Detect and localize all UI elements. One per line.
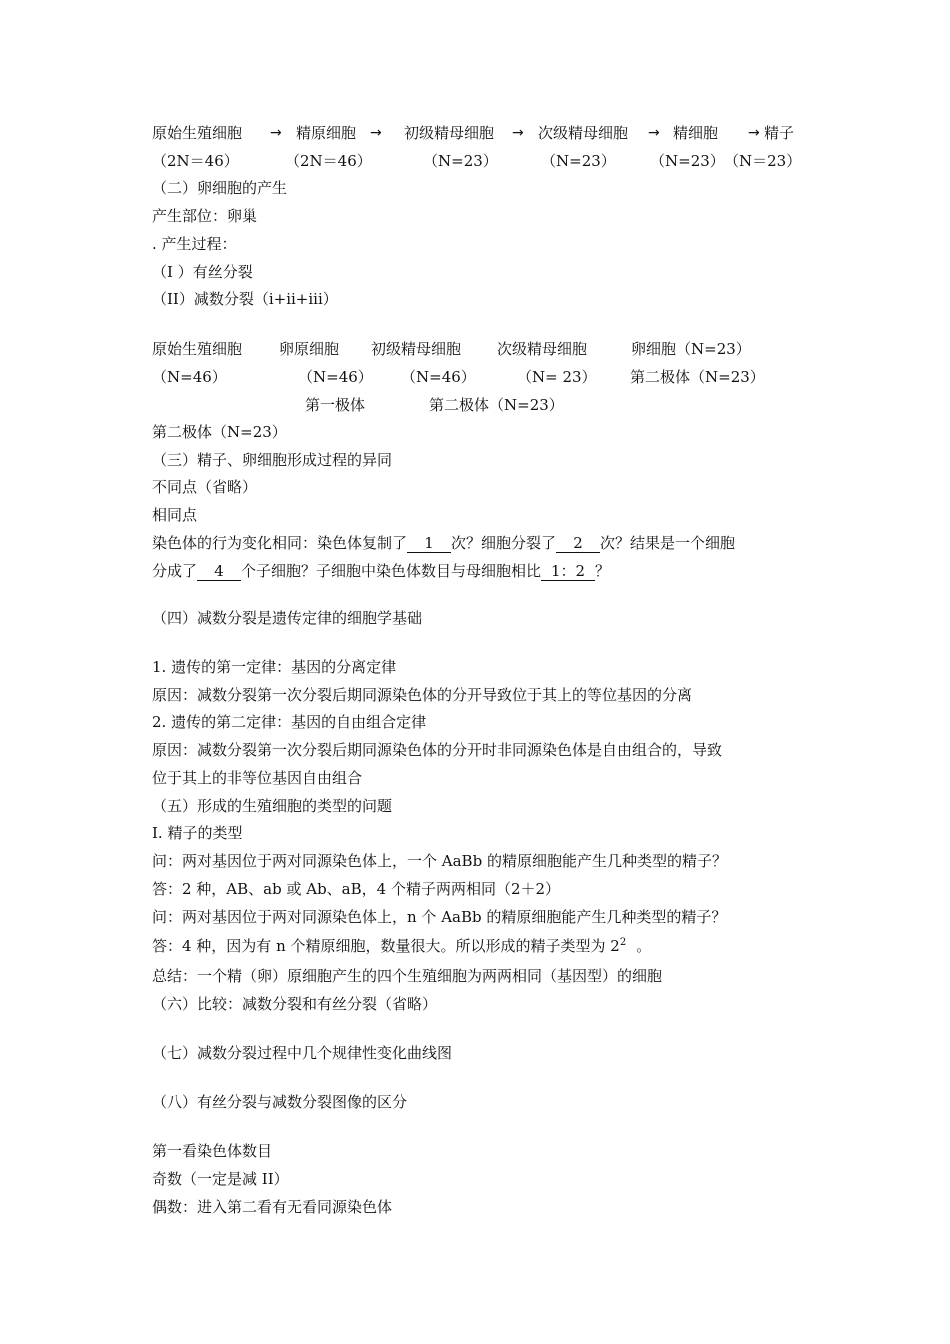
- text-run: 。: [636, 937, 652, 955]
- arrow-icon: →: [370, 125, 382, 141]
- text-run: 分成了: [152, 562, 198, 580]
- second-polar-body: 第二极体（N=23）: [429, 396, 564, 414]
- text-line: 总结：一个精（卵）原细胞产生的四个生殖细胞为两两相同（基因型）的细胞: [152, 967, 663, 985]
- section-heading: （三）精子、卵细胞形成过程的异同: [152, 451, 393, 469]
- sperm-count-3: （N=23）: [423, 152, 498, 170]
- fill-blank-line-2: [152, 561, 610, 581]
- section-heading: （七）减数分裂过程中几个规律性变化曲线图: [152, 1044, 453, 1062]
- text-run: 次？结果是一个细胞: [600, 534, 736, 552]
- text-line: 不同点（省略）: [152, 478, 258, 496]
- text-line: 原因：减数分裂第一次分裂后期同源染色体的分开时非同源染色体是自由组合的，导致: [152, 741, 723, 759]
- blank-answer: 4: [197, 562, 241, 581]
- text-line: 答：2 种，AB、ab 或 Ab、aB，4 个精子两两相同（2＋2）: [152, 880, 561, 898]
- text-line: 1. 遗传的第一定律：基因的分离定律: [152, 658, 397, 676]
- text-line: （I ）有丝分裂: [152, 263, 253, 281]
- text-run: 次？细胞分裂了: [451, 534, 557, 552]
- egg-flow-label-4: 次级精母细胞: [497, 340, 588, 358]
- text-line: 偶数：进入第二看有无看同源染色体: [152, 1198, 393, 1216]
- section-heading: （六）比较：减数分裂和有丝分裂（省略）: [152, 995, 438, 1013]
- sperm-flow-label-1: 原始生殖细胞: [152, 124, 243, 142]
- section-heading: （四）减数分裂是遗传定律的细胞学基础: [152, 609, 423, 627]
- arrow-icon: →: [512, 125, 524, 141]
- sperm-flow-label-3: 初级精母细胞: [404, 124, 495, 142]
- text-line: 问：两对基因位于两对同源染色体上，一个 AaBb 的精原细胞能产生几种类型的精子？: [152, 852, 727, 870]
- text-line: 第一看染色体数目: [152, 1142, 273, 1160]
- sperm-flow-label-6: 精子: [764, 124, 795, 142]
- egg-flow-label-1: 原始生殖细胞: [152, 340, 243, 358]
- text-line: . 产生过程：: [152, 235, 237, 253]
- text-line: 产生部位：卵巢: [152, 207, 258, 225]
- sperm-count-2: （2N＝46）: [285, 152, 372, 170]
- section-heading: （八）有丝分裂与减数分裂图像的区分: [152, 1093, 408, 1111]
- egg-count-4: （N= 23）: [517, 368, 597, 386]
- egg-flow-label-2: 卵原细胞: [279, 340, 340, 358]
- second-polar-body: 第二极体（N=23）: [152, 423, 287, 441]
- sperm-flow-label-4: 次级精母细胞: [538, 124, 629, 142]
- exponent: 2: [619, 937, 627, 948]
- sperm-count-4: （N=23）: [541, 152, 616, 170]
- egg-flow-label-3: 初级精母细胞: [371, 340, 462, 358]
- text-line: 相同点: [152, 506, 198, 524]
- blank-answer: 1: [407, 534, 451, 553]
- egg-flow-label-5: 卵细胞（N=23）: [631, 340, 751, 358]
- arrow-icon: →: [748, 125, 760, 141]
- blank-answer: 2: [556, 534, 600, 553]
- text-run: 个子细胞？子细胞中染色体数目与母细胞相比: [241, 562, 542, 580]
- first-polar-body: 第一极体: [305, 396, 366, 414]
- text-line: （II）减数分裂（i+ii+iii）: [152, 290, 338, 308]
- egg-count-3: （N=46）: [401, 368, 476, 386]
- text-run: ？: [595, 562, 611, 580]
- sperm-flow-label-5: 精细胞: [673, 124, 719, 142]
- fill-blank-line-1: [152, 533, 735, 553]
- text-line: I. 精子的类型: [152, 824, 243, 842]
- sperm-count-5: （N=23）: [650, 152, 725, 170]
- blank-answer: 1：2: [541, 562, 595, 581]
- text-line: 原因：减数分裂第一次分裂后期同源染色体的分开导致位于其上的等位基因的分离: [152, 686, 693, 704]
- sperm-count-1: （2N＝46）: [152, 152, 239, 170]
- text-line: 问：两对基因位于两对同源染色体上，n 个 AaBb 的精原细胞能产生几种类型的精子？: [152, 908, 727, 926]
- sperm-count-6: （N＝23）: [724, 152, 802, 170]
- arrow-icon: →: [648, 125, 660, 141]
- text-line: 奇数（一定是减 II）: [152, 1170, 289, 1188]
- sperm-flow-label-2: 精原细胞: [296, 124, 357, 142]
- egg-count-2: （N=46）: [298, 368, 373, 386]
- text-run: 答：4 种，因为有 n 个精原细胞，数量很大。所以形成的精子类型为 2: [152, 937, 620, 955]
- section-heading: （二）卵细胞的产生: [152, 179, 288, 197]
- arrow-icon: →: [270, 125, 282, 141]
- egg-count-1: （N=46）: [152, 368, 227, 386]
- text-line: [152, 936, 651, 956]
- text-run: 染色体的行为变化相同：染色体复制了: [152, 534, 408, 552]
- section-heading: （五）形成的生殖细胞的类型的问题: [152, 797, 393, 815]
- egg-count-5: 第二极体（N=23）: [630, 368, 765, 386]
- text-line: 位于其上的非等位基因自由组合: [152, 769, 363, 787]
- text-line: 2. 遗传的第二定律：基因的自由组合定律: [152, 713, 427, 731]
